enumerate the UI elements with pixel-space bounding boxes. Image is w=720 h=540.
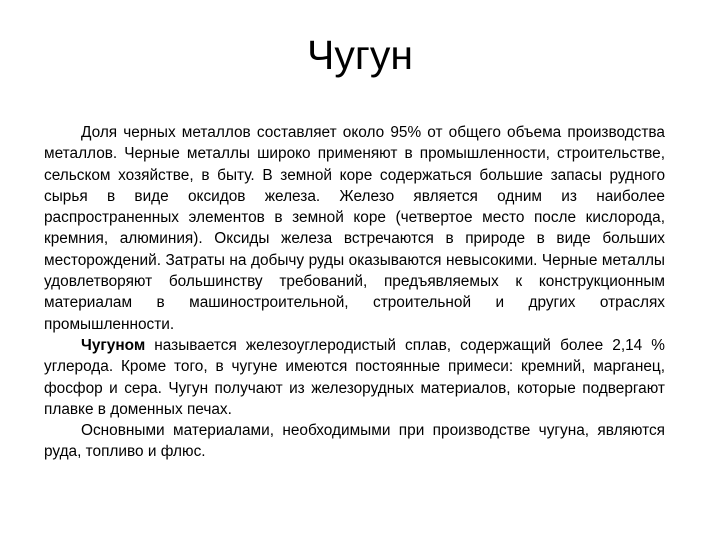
- bold-term: Чугуном: [81, 336, 146, 354]
- page-title: Чугун: [307, 32, 413, 78]
- paragraph-text: Основными материалами, необходимыми при производстве чугуна, являются руда, топливо и флюс.: [44, 422, 665, 461]
- paragraph: [44, 122, 665, 335]
- paragraph: [44, 335, 665, 420]
- paragraph-text: Доля черных металлов составляет около 95% от общего объема производства металлов. Черные металлы широко применяют в промышленности, строительстве, сельском хозяйстве, в быту. В земной коре содержаться большие запасы рудного сырья в виде оксидов железа. Железо является одним из наиболее распространенных элементов в земной коре (четвертое место после кислорода, кремния, алюминия). Оксиды железа встречаются в природе в виде больших месторождений. Затраты на добычу руды оказываются невысокими. Черные металлы удовлетворяют большинству требований, предъявляемых к конструкционным материалам в машиностроительной, строительной и других отраслях промышленности.: [44, 124, 665, 333]
- paragraph: [44, 420, 665, 463]
- body-text: [44, 122, 665, 463]
- paragraph-text: называется железоуглеродистый сплав, содержащий более 2,14 % углерода. Кроме того, в чугуне имеются постоянные примеси: кремний, марганец, фосфор и сера. Чугун получают из железорудных материалов, которые подвергают плавке в доменных печах.: [44, 336, 665, 418]
